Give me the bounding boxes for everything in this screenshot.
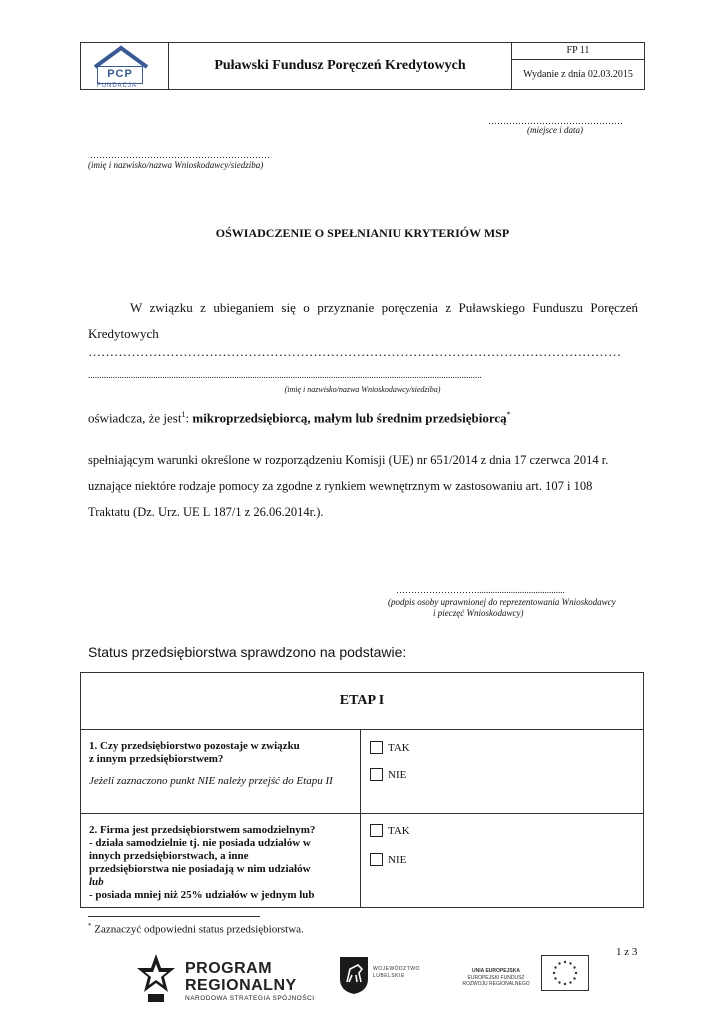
place-date-field[interactable]: ……………………………………… [488, 116, 623, 126]
footnote-separator [88, 916, 260, 917]
dotline-label: (imię i nazwisko/nazwa Wnioskodawcy/siedziba) [284, 385, 441, 394]
question-2-line: innych przedsiębiorstwach, a inne [89, 850, 249, 862]
question-1 [89, 740, 351, 788]
checkbox-icon[interactable] [370, 824, 383, 837]
question-2-line: przedsiębiorstwa nie posiadają w nim udziałów [89, 863, 311, 875]
logo-cell [81, 43, 169, 89]
checkbox-icon[interactable] [370, 741, 383, 754]
footnote [88, 922, 304, 936]
signature-label-2: i pieczęć Wnioskodawcy) [433, 608, 524, 618]
voivodeship-label [373, 966, 420, 980]
declaration-status: mikroprzedsiębiorcą, małym lub średnim przedsiębiorcą [192, 410, 507, 426]
q1-option-yes[interactable] [370, 741, 410, 754]
q2-option-no[interactable] [370, 853, 406, 866]
footnote-marker: * [88, 922, 92, 930]
question-2 [89, 824, 351, 902]
question-2-line: - działa samodzielnie tj. nie posiada udziałów w [89, 837, 311, 849]
program-title: PROGRAM [185, 960, 273, 977]
edition-date: Wydanie z dnia 02.03.2015 [523, 69, 633, 80]
eu-line-2: EUROPEJSKI FUNDUSZ [467, 974, 525, 981]
intro-paragraph: W związku z ubieganiem się o przyznanie poręczenia z Puławskiego Funduszu Poręczeń Kredytowych [88, 300, 638, 341]
question-1-note: Jeżeli zaznaczono punkt NIE należy przejść do Etapu II [89, 775, 333, 787]
declaration-prefix: oświadcza, że jest [88, 410, 182, 426]
checkbox-icon[interactable] [370, 853, 383, 866]
footnote-text: Zaznaczyć odpowiedni status przedsiębiorstwa. [94, 923, 304, 936]
document-header [80, 42, 645, 90]
voivodeship-line-2: LUBELSKIE [373, 973, 405, 979]
form-meta [512, 43, 644, 89]
applicant-label: (imię i nazwisko/nazwa Wnioskodawcy/siedziba) [88, 160, 264, 170]
q2-yes-label: TAK [388, 824, 410, 837]
eu-line-1: UNIA EUROPEJSKA [472, 968, 520, 974]
eu-flag-icon [541, 955, 589, 991]
asterisk-ref: * [506, 410, 511, 419]
lubelskie-coat-of-arms-icon [338, 955, 370, 995]
question-1-text-2: z innym przedsiębiorstwem? [89, 753, 224, 765]
document-title: OŚWIADCZENIE O SPEŁNIANIU KRYTERIÓW MSP [215, 226, 510, 240]
etap-header: ETAP I [81, 673, 643, 730]
logo: PCP [97, 66, 143, 84]
voivodeship-line-1: WOJEWÓDZTWO [373, 966, 420, 972]
status-heading: Status przedsiębiorstwa sprawdzono na podstawie: [88, 644, 407, 660]
applicant-dotline[interactable]: …………………………………………………………………………………………………………… [88, 344, 621, 359]
q1-yes-label: TAK [388, 741, 410, 754]
compliance-line: spełniającym warunki określone w rozporządzeniu Komisji (UE) nr 651/2014 z dnia 17 czerwca 2014 r. [88, 453, 609, 467]
etap-table [80, 672, 644, 908]
program-title-2: REGIONALNY [185, 977, 297, 994]
question-1-text: 1. Czy przedsiębiorstwo pozostaje w związku [89, 740, 300, 752]
eu-line-3: ROZWOJU REGIONALNEGO [462, 981, 530, 987]
column-divider [360, 730, 361, 907]
program-subtitle: NARODOWA STRATEGIA SPÓJNOŚCI [185, 995, 315, 1002]
footnote-ref: 1 [181, 410, 186, 419]
signature-field[interactable]: ………………………....................................... [396, 585, 565, 595]
applicant-dotline-2[interactable]: ............................................................................................................................................................................... [88, 370, 482, 380]
q2-option-yes[interactable] [370, 824, 410, 837]
page-number: 1 z 3 [616, 946, 638, 958]
question-2-text: 2. Firma jest przedsiębiorstwem samodzielnym? [89, 824, 316, 836]
question-2-line: lub [89, 876, 104, 888]
signature-label: (podpis osoby uprawnionej do reprezentowania Wnioskodawcy [388, 597, 616, 607]
applicant-field[interactable]: …………………………………………………… [90, 150, 270, 160]
form-code: FP 11 [512, 43, 644, 60]
declaration-line: oświadcza, że jest$^1$: mikroprzedsiębiorcą, małym lub średnim przedsiębiorcą* [88, 410, 511, 426]
q1-option-no[interactable] [370, 768, 406, 781]
compliance-line: Traktatu (Dz. Urz. UE L 187/1 z 26.06.2014r.). [88, 505, 324, 519]
compliance-line: uznające niektóre rodzaje pomocy za zgodne z rynkiem wewnętrznym w zastosowaniu art. 107 i 108 [88, 479, 593, 493]
question-2-line: - posiada mniej niż 25% udziałów w jednym lub [89, 889, 315, 901]
compliance-paragraph [88, 447, 638, 525]
organization-name: Puławski Fundusz Poręczeń Kredytowych [169, 43, 512, 89]
q2-no-label: NIE [388, 853, 407, 866]
place-date-label: (miejsce i data) [527, 125, 583, 135]
program-regionalny-icon [136, 952, 176, 1004]
q1-no-label: NIE [388, 768, 407, 781]
row-divider [81, 813, 643, 814]
logo-subtitle: FUNDACJA [97, 83, 138, 89]
checkbox-icon[interactable] [370, 768, 383, 781]
eu-label [460, 968, 532, 988]
